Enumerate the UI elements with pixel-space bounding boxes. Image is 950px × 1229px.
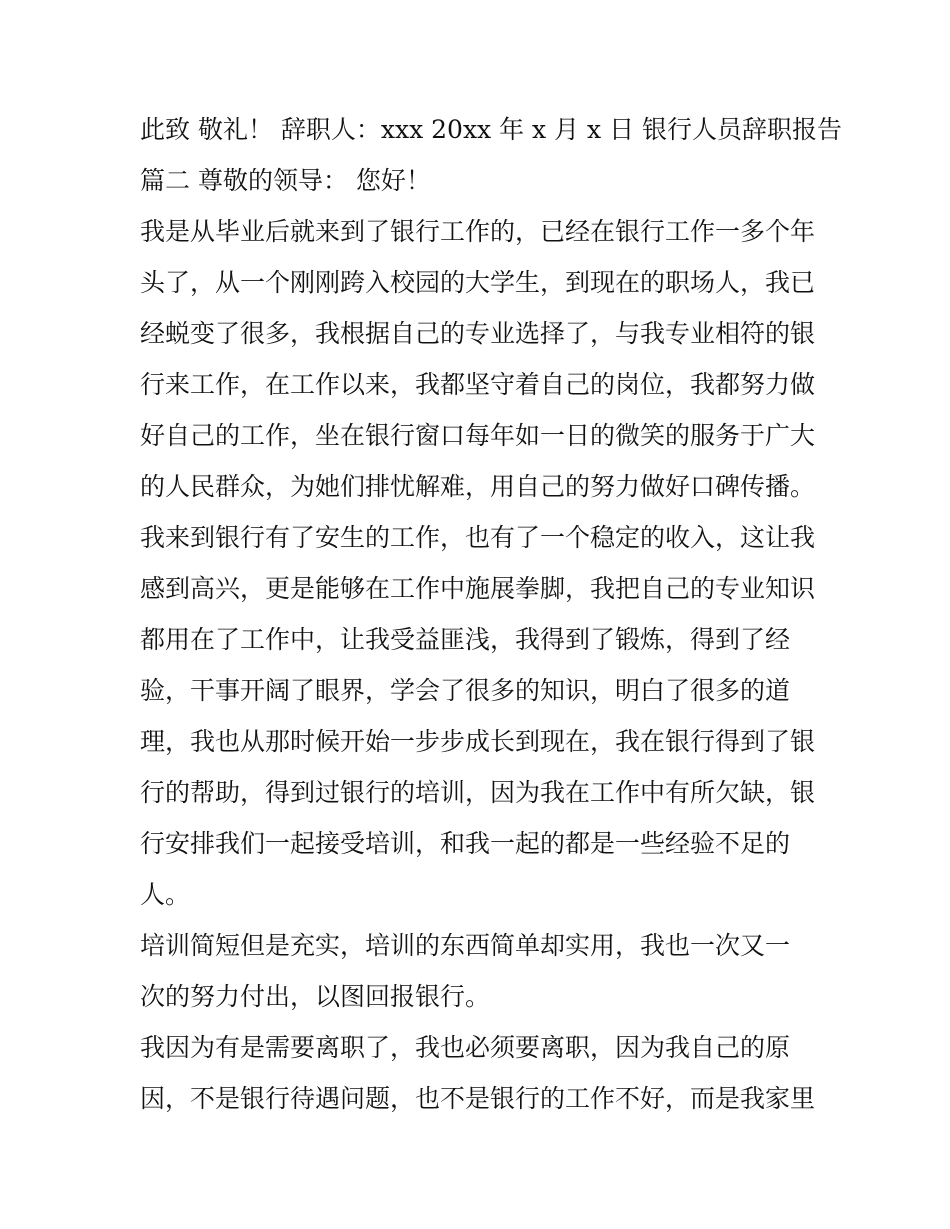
text-line: 我因为有是需要离职了，我也必须要离职，因为我自己的原 xyxy=(140,1033,791,1062)
text-line: 次的努力付出，以图回报银行。 xyxy=(140,982,491,1011)
text-line: 行来工作，在工作以来，我都坚守着自己的岗位，我都努力做 xyxy=(140,370,816,399)
text-line: 我是从毕业后就来到了银行工作的，已经在银行工作一多个年 xyxy=(140,217,816,246)
text-line: 此致 敬礼！ 辞职人：xxx 20xx 年 x 月 x 日 银行人员辞职报告 xyxy=(140,115,843,144)
text-line: 感到高兴，更是能够在工作中施展拳脚，我把自己的专业知识 xyxy=(140,574,816,603)
text-line: 都用在了工作中，让我受益匪浅，我得到了锻炼，得到了经 xyxy=(140,625,791,654)
text-line: 培训简短但是充实，培训的东西简单却实用，我也一次又一 xyxy=(140,931,791,960)
text-line: 经蜕变了很多，我根据自己的专业选择了，与我专业相符的银 xyxy=(140,319,816,348)
text-line: 因，不是银行待遇问题，也不是银行的工作不好，而是我家里 xyxy=(140,1084,816,1113)
text-line: 行安排我们一起接受培训，和我一起的都是一些经验不足的 xyxy=(140,829,791,858)
text-line: 人。 xyxy=(140,880,191,909)
text-line: 我来到银行有了安生的工作，也有了一个稳定的收入，这让我 xyxy=(140,523,816,552)
text-line: 好自己的工作，坐在银行窗口每年如一日的微笑的服务于广大 xyxy=(140,421,816,450)
text-line: 头了，从一个刚刚跨入校园的大学生，到现在的职场人，我已 xyxy=(140,268,816,297)
text-line: 篇二 尊敬的领导： 您好！ xyxy=(140,166,431,195)
text-line: 理，我也从那时候开始一步步成长到现在，我在银行得到了银 xyxy=(140,727,816,756)
text-line: 验，干事开阔了眼界，学会了很多的知识，明白了很多的道 xyxy=(140,676,791,705)
text-line: 的人民群众，为她们排忧解难，用自己的努力做好口碑传播。 xyxy=(140,472,816,501)
text-line: 行的帮助，得到过银行的培训，因为我在工作中有所欠缺，银 xyxy=(140,778,816,807)
